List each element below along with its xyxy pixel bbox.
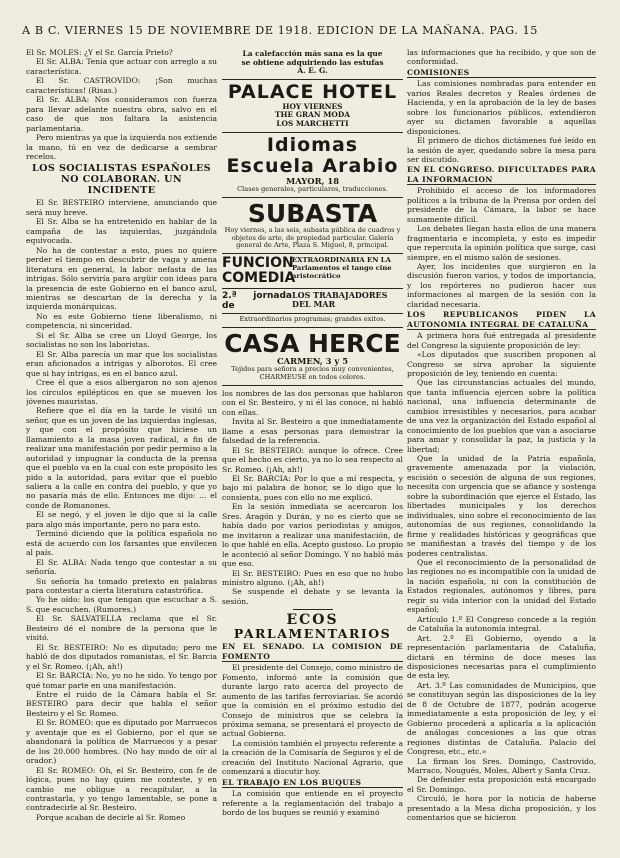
ad-line: La calefacción más sana es la que	[242, 49, 383, 58]
paragraph: El se negó, y el joven le dijo que si la calle para algo más importante, pero no para esto.	[26, 510, 217, 529]
paragraph: Refiere que el día en la tarde le visitó un señor, que es un joven de las izquierdas inglesas, y que con el propósito que hiciese un llamamiento a la masa joven radical, a fin de realizar una manifestación por pedir permiso a la autoridad y impugnar la conducta de la prensa que el pueblo va en la cual con este propósito les pido a la autoridad, para evitar que el pueblo saliera a la calle en contra del pueblo, y que yo no pasaría más de ello. Entonces me dijo: ... el conde de Romanones.	[26, 406, 217, 510]
ad-line: A. E. G.	[297, 66, 328, 76]
ad-casa-herce	[222, 328, 403, 386]
paragraph: El Sr. CASTROVIDO: ¡Son muchas características! (Risas.)	[26, 76, 217, 95]
ad-funcion-jornada	[222, 289, 403, 314]
paragraph: No ha de contestar a esto, pues no quiere perder el tiempo en descubrir de vaga y amena literatura en general, la labor nefasta de las intrigas. Sólo serviría para argüir con ideas para la presencia de este Gobierno en el banco azul, mientras se descartan de la derecha y la izquierda monárquicas.	[26, 245, 217, 312]
ad-title: PALACE HOTEL	[227, 80, 398, 103]
paragraph: El Sr. BESTEIRO: No es diputado; pero me habló de dos diputados romanistas, el Sr. Barcia y el Sr. Romeo. (¡Ah, ah!)	[26, 642, 217, 671]
paragraph: La firman los Sres. Domingo, Castrovido, Marraco, Nougués, Moles, Albert y Santa Cruz.	[407, 756, 596, 775]
sub-heading: EL TRABAJO EN LOS BUQUES	[222, 778, 403, 788]
paragraph: Los debates llegan hasta ellos de una manera fragmentaria e incompleta, y esto es impedir que repercuta la opinión política que surge, casi siempre, en el mismo salón de sesiones.	[407, 224, 596, 262]
paragraph: El Sr. BESTEIRO interviene, anunciando que será muy breve.	[26, 198, 217, 217]
ad-line: HOY VIERNES	[282, 101, 343, 111]
paragraph: Que las circunstancias actuales del mundo, que tanta influencia ejercen sobre la política nacional, una influencia determinante de cambios irresistibles y necesarios, para acabar de una vez la organización del Estado español al conocimiento de los pueblos que van a asociarse para amar y consolidar la paz, la justicia y la libertad;	[407, 378, 596, 454]
ad-address: MAYOR, 18	[285, 175, 340, 186]
ad-funcion-tail	[222, 314, 403, 328]
paragraph: La comisión que entiende en el proyecto referente a la reglamentación del trabajo a bordo de los buques se reunió y examinó	[222, 789, 403, 818]
ad-title: CASA HERCE	[224, 328, 401, 358]
paragraph: El Sr. BARCIA: Por lo que a mí respecta, y bajo mi palabra de honor, se lo digo que lo consienta, pues con ello no me explicó.	[222, 474, 403, 502]
ad-description: LOS TRABAJADORES DEL MAR	[292, 290, 388, 310]
paragraph: Si el Sr. Alba se cree un Lloyd George, los socialistas no son los laboristas.	[26, 330, 217, 350]
ad-line: se obtiene adquiriendo las estufas	[241, 57, 384, 67]
paragraph: El Sr. MOLES: ¿Y el Sr. García Prieto?	[26, 48, 173, 57]
sub-heading: LOS REPUBLICANOS PIDEN LA AUTONOMIA INTEGRAL DE CATALUÑA	[407, 310, 596, 329]
paragraph: Porque acaban de decirle al Sr. Romeo	[36, 812, 186, 822]
ad-line: THE GRAN MODA	[275, 110, 350, 120]
paragraph: A primera hora fué entregada al presidente del Congreso la siguiente proposición de ley:	[407, 331, 596, 350]
article-headline: LOS SOCIALISTAS ESPAÑOLES NO COLABORAN. UN INCIDENTE	[31, 163, 212, 197]
paragraph: Terminó diciendo que la política española no está de acuerdo con los farsantes que envilecen al país.	[26, 529, 217, 558]
sub-heading: EN EL SENADO. LA COMISION DE FOMENTO	[222, 642, 403, 661]
ad-description: Hoy viernes, a las seis, subasta pública de cuadros y objetos de arte, de propiedad particular. Galería general de Arte, Plaza S. Miguel, 8, principal.	[224, 225, 401, 250]
paragraph: El Sr. ALBA: Nos consideramos con fuerza para llevar adelante nuestra obra, salvo en el caso de que nos faltara la asistencia parlamentaria.	[26, 95, 217, 133]
ad-title: SUBASTA	[247, 198, 378, 228]
paragraph: Cree él que a esos albergaron no son ajenos los circulos epilépticos en que se mueven los jóvenes mauristas.	[26, 378, 217, 406]
paragraph: El Sr. Alba se ha entretenido en hablar de la campaña de las izquierdas, juzgándola equivocada.	[26, 217, 217, 246]
paragraph: Art. 2.º El Gobierno, oyendo a la representación parlamentaria de Cataluña, dictará en término de doce meses las disposiciones necesarias para el cumplimiento de esta ley.	[407, 633, 596, 681]
col1-top-paragraphs	[26, 48, 217, 161]
paragraph: Invita al Sr. Besteiro a que inmediatamente llame a esas personas para demostrar la falsedad de la referencia.	[222, 417, 403, 446]
paragraph: En la sesión inmediata se acercaron los Sres. Aragón y Durán, y no es cierto que se había dado por varios periodistas y amigos, me invitaron a realizar una manifestación, de lo que hablé en ella. Acepto gustoso. Lo propio le aconteció al señor Domingo. Y no habló más que eso.	[222, 502, 403, 569]
page-header: A B C. VIERNES 15 DE NOVIEMBRE DE 1918. EDICION DE LA MAÑANA. PAG. 15	[22, 24, 539, 37]
paragraph: El Sr. SALVATELLA reclama que el Sr. Besteiro dé el nombre de la persona que le visitó.	[26, 614, 217, 643]
paragraph: No es este Gobierno tiene liberalismo, ni competencia, ni sinceridad.	[26, 311, 217, 331]
paragraph: El Sr. ROMEO: Oh, el Sr. Besteiro, con fe de lógica, pues no hay quien me conteste, y en cambio me obligue a recapitular, a la contrastarla, y yo tengo lamentable, se pone a contradecirle al Sr. Besteiro.	[26, 765, 217, 813]
ad-title: FUNCION COMEDIA	[222, 255, 296, 287]
section-title: PARLAMENTARIOS	[233, 626, 392, 642]
ad-subasta	[222, 198, 403, 254]
paragraph: «Los diputados que suscriben proponen al Congreso se sirva aprobar la siguiente proposición de ley, teniendo en cuenta:	[407, 350, 596, 378]
paragraph: los nombres de las dos personas que hablaron con el Sr. Besteiro, y ni él las conoce, ni habló con ellas.	[222, 388, 403, 417]
paragraph: Yo he oído: los que tengan que escuchar a S. S. que escuchen. (Rumores.)	[26, 595, 217, 614]
paragraph: las informaciones que ha recibido, y que son de conformidad.	[407, 48, 596, 67]
paragraph: Las comisiones nombradas para entender en varios Reales decretos y Reales órdenes de Hacienda, y en la aprobación de la ley de bases sobre los funcionarios públicos, extendieron ayer su dictamen favorable a aquellas disposiciones.	[407, 79, 596, 136]
ad-description: Extraordinarios programas; grandes exitos.	[239, 315, 386, 324]
divider	[293, 609, 333, 610]
paragraph: El Sr. BESTEIRO: aunque lo ofrece. Cree que el hecho es cierto, ya no lo sea respecto al Sr. Romeo. (¡Ah, ah!)	[222, 445, 403, 474]
col1-body	[26, 198, 217, 822]
ad-description: Tejidos para señora a precios muy convenientes, CHARMEUSE en todos colores.	[231, 365, 394, 382]
paragraph: Que la unidad de la Patria española, gravemente amenazada por la violación, escisión o secesión de alguna de sus regiones, necesita con urgencia que se afiance y sostenga sobre la subordinación que ejerce el Estado, las libertades municipales y los derechos individuales, sino sobre el reconocimiento de las autonomías de sus regiones, consolidando la firme y realidades históricas y geográficas que se manifiestan a través del tiempo y de los poderes centralistas.	[407, 454, 596, 558]
ad-line: LOS MARCHETTI	[276, 118, 349, 128]
ad-description: EXTRAORDINARIA EN LA Parlamentos el tango cine aristocrático	[292, 256, 392, 281]
column-center	[222, 48, 403, 854]
paragraph: Se suspende el debate y se levanta la sesión.	[222, 587, 403, 606]
sub-heading: EN EL CONGRESO. DIFICULTADES PARA LA INFORMACION	[407, 165, 596, 184]
column-left	[26, 48, 217, 854]
ad-palace-hotel	[222, 80, 403, 133]
paragraph: Ayer, los incidentes que surgieron en la discusión fueron varios, y todos de importancia, y los repórteres no pudieron hacer sus informaciones al margen de la sesión con la claridad necesaria.	[407, 261, 596, 309]
paragraph: La comisión también el proyecto referente a la creación de la Comisaría de Seguros y el de creación del Instituto Nacional Agrario, que comenzará a discutir hoy.	[222, 738, 403, 777]
paragraph: Que el reconocimiento de la personalidad de las regiones no es incompatible con la unidad de la nación española, ni con la constitución de Estados regionales, autónomos y libres, para regir su vida interior con la unidad del Estado español;	[407, 558, 596, 615]
col2-body	[222, 389, 403, 606]
paragraph: Entre el ruido de la Cámara habla el Sr. BESTEIRO para decir que habla el señor Besteiro y el Sr. Romeo.	[26, 690, 217, 718]
section-title: ECOS	[286, 612, 339, 629]
ad-idiomas	[222, 133, 403, 198]
paragraph: Pero mientras ya que la izquierda nos extiende la mano, tú en vez de dedicarse a sembrar recelos.	[26, 133, 217, 161]
column-right	[407, 48, 596, 854]
paragraph: Su señoría ha tomado pretexto en palabras para contestar a cierta literatura catastrófica.	[26, 576, 217, 596]
paragraph: Artículo 1.º El Congreso concede a la región de Cataluña la autonomía integral.	[407, 614, 596, 634]
paragraph: El Sr. ROMEO: que es diputado por Marruecos y aventaje que es el Gobierno, por el que se abandonará la política de Marruecos y a pesar de los 20.000 hombres. (No hay modo de oír al orador.)	[26, 718, 217, 766]
paragraph: El Sr. BESTEIRO: Pues en eso que no hubo ministro alguno. (¡Ah, ah!)	[222, 568, 403, 588]
sub-heading: COMISIONES	[407, 68, 596, 78]
paragraph: De defender esta proposición está encargado el Sr. Domingo.	[407, 775, 596, 794]
paragraph: El Sr. ALBA: Nada tengo que contestar a su señoría.	[26, 557, 217, 577]
ad-title: 2.ª jornada de	[222, 291, 292, 312]
paragraph: Art. 3.º Las comunidades de Municipios, que se constituyan según las disposiciones de la ley de 8 de Octubre de 1877, podrán acogerse inmediatamente a esta proposición de ley, y el Gobierno procederá a aplicarla a la aplicación de análogas concesiones a las que otras regiones distintas de Cataluña. Palacio del Congreso, etc., etc.»	[407, 680, 596, 757]
paragraph: El Sr. ALBA: Tenía que actuar con arreglo a su característica.	[26, 57, 217, 76]
ad-calefaccion	[222, 48, 403, 80]
paragraph: El Sr. BARCIA: No, yo no he sido. Yo tengo por qué tomar parte en una manifestación.	[26, 671, 217, 690]
paragraph: El presidente del Consejo, como ministro de Fomento, informó ante la comisión que durante largo rato acerca del proyecto de aumento de las tarifas ferroviarias. Se acordó que la comisión en el próximo estudio del Consejo de ministros que se celebra la próxima semana, se presentará el proyecto de actual Gobierno.	[222, 663, 403, 739]
ad-title: Escuela Arabio	[226, 154, 399, 177]
paragraph: El primero de dichos dictámenes fué leído en la sesión de ayer, quedando sobre la mesa para ser discutido.	[407, 136, 596, 164]
paragraph: Prohibido el acceso de los informadores políticos a la tribuna de la Prensa por orden del presidente de la Cámara, la labor se hace sumamente difícil.	[407, 186, 596, 224]
ad-address: CARMEN, 3 y 5	[276, 355, 349, 366]
paragraph: El Sr. Alba parecía un mar que los socialistas eran aficionados a intrigas y alborotos. El cree que si hay intrigas, es en el banco azul.	[26, 349, 217, 378]
ad-description: Clases generales, particulares, traducciones.	[237, 184, 388, 193]
ad-funcion	[222, 254, 403, 289]
ad-title: Idiomas	[266, 133, 359, 156]
paragraph: Circuló, le hora por la noticia de haberse presentado a la Mesa dicha proposición, y los comentarios que se hicieron	[407, 794, 596, 823]
